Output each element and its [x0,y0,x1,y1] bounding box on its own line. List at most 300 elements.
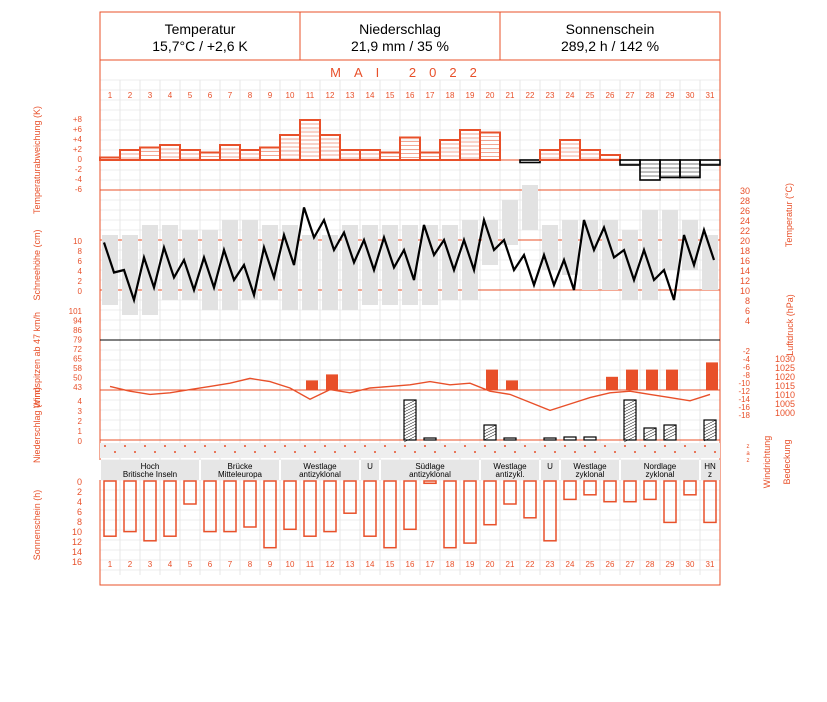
pressure-offset-ytick: -8 [742,371,750,380]
deviation-ytick: 0 [77,155,82,164]
day-label-top: 28 [645,91,655,100]
wind-ytick: 50 [73,373,82,383]
wind-dir-dot [584,445,586,447]
precip-hatch [624,424,636,430]
day-label-top: 2 [127,91,133,100]
day-label-top: 8 [247,91,253,100]
wind-dir-dot [534,451,536,453]
day-label-bottom: 5 [187,560,193,569]
wind-dir-dot [464,445,466,447]
day-label-top: 19 [465,91,475,100]
snow-ytick: 8 [77,247,82,256]
temp-range-band [522,185,538,230]
wind-dir-dot [674,451,676,453]
precip-hatch [404,403,416,409]
deviation-bar [580,150,600,160]
sunshine-ytick: 8 [76,517,82,527]
pressure-ytick: 1000 [774,408,795,418]
deviation-ytick: +4 [72,135,82,144]
wind-dir-dot [434,451,436,453]
weather-type-label: Britische Inseln [122,470,178,479]
deviation-ytick: -2 [74,165,82,174]
precip-hatch [404,430,416,436]
day-label-top: 12 [325,91,335,100]
deviation-bar [100,158,120,161]
precip-hatch [624,400,636,406]
pressure-offset-ytick: -2 [742,347,750,356]
wind-dir-dot [574,451,576,453]
day-label-bottom: 13 [345,560,355,569]
deviation-ytick: +2 [72,145,82,154]
pressure-offset-ytick: -6 [742,363,750,372]
wind-dir-dot [484,445,486,447]
day-label-bottom: 8 [247,560,253,569]
deviation-bar [520,160,540,163]
weather-type-label: antizyklonal [409,470,451,479]
wind-dir-dot [164,445,166,447]
day-label-bottom: 23 [545,560,555,569]
precip-hatch [404,412,416,418]
wind-dir-dot [344,445,346,447]
precip-ytick: 0 [77,437,82,446]
sunshine-bar [424,481,436,483]
weather-type-label: U [547,462,553,471]
day-label-bottom: 11 [305,560,315,569]
header-precipitation [300,12,500,60]
wind-ytick: 79 [73,335,82,345]
wind-gust-bar [646,370,658,390]
pressure-ytick: 1010 [774,390,795,400]
wind-gust-bar [706,362,718,390]
wind-dir-dot [474,451,476,453]
day-label-bottom: 20 [485,560,495,569]
day-label-top: 10 [285,91,295,100]
day-label-bottom: 22 [525,560,535,569]
precip-hatch [404,421,416,427]
precip-ytick: 4 [77,397,82,406]
temp-ytick: 22 [739,226,750,236]
precip-hatch [624,418,636,424]
wind-gust-bar [506,380,518,390]
wind-dir-dot [634,451,636,453]
day-label-bottom: 30 [685,560,695,569]
deviation-bar [460,130,480,160]
sunshine-bar [504,481,516,504]
day-label-top: 30 [685,91,695,100]
weather-type-label: antizyklonal [299,470,341,479]
day-label-top: 21 [505,91,515,100]
wind-ytick: 65 [73,354,82,364]
deviation-bar [140,148,160,161]
wind-dir-dot [504,445,506,447]
day-label-top: 27 [625,91,635,100]
precip-ytick: 2 [77,417,82,426]
temp-ytick: 24 [739,216,750,226]
header-precipitation-title: Niederschlag [359,21,441,37]
weather-type-label: Mitteleuropa [217,470,263,479]
day-label-top: 25 [585,91,595,100]
wind-gust-bar [306,380,318,390]
sunshine-ytick: 2 [76,487,82,497]
precip-hatch [624,436,636,442]
temp-ylabel: Temperatur (°C) [784,182,794,248]
wind-dir-dot [134,451,136,453]
day-label-bottom: 3 [147,560,153,569]
deviation-ytick: -4 [74,175,82,184]
wind-dir-dot [154,451,156,453]
snow-ytick: 6 [77,257,82,266]
wind-dir-dot [364,445,366,447]
day-label-top: 18 [445,91,455,100]
temp-ytick: 6 [744,306,750,316]
day-label-bottom: 6 [207,560,213,569]
wind-ytick: 72 [73,345,82,354]
wind-dir-dot [354,451,356,453]
day-label-top: 4 [167,91,173,100]
wind-dir-dot [124,445,126,447]
pressure-ytick: 1005 [774,399,795,409]
wind-dir-dot [494,451,496,453]
precip-hatch [624,412,636,418]
sunshine-bar [524,481,536,518]
wind-dir-dot [384,445,386,447]
day-label-top: 13 [345,91,355,100]
precip-hatch [704,432,716,438]
weather-type-label: Nordlage [643,462,677,471]
temp-ytick: 18 [739,246,750,256]
temp-ytick: 16 [739,256,750,266]
precip-hatch [404,400,416,406]
sunshine-bar [164,481,176,536]
temp-range-band [302,235,318,310]
wind-dir-dot [404,445,406,447]
wind-dir-dot [184,445,186,447]
precip-hatch [704,420,716,426]
wind-ytick: 86 [73,326,82,335]
sunshine-bar [664,481,676,522]
day-label-top: 1 [107,91,113,100]
weather-type-label: Westlage [493,462,527,471]
day-label-top: 5 [187,91,193,100]
deviation-bar [360,150,380,160]
precip-ytick: 1 [77,427,82,436]
header-temperature-value: 15,7°C / +2,6 K [152,38,248,54]
day-label-top: 23 [545,91,555,100]
temp-range-band [702,235,718,290]
header-temperature [100,12,300,60]
day-label-bottom: 12 [325,560,335,569]
weather-type-label: Südlage [415,462,445,471]
precip-hatch [624,421,636,427]
deviation-bar [240,150,260,160]
pressure-offset-ytick: -14 [738,395,750,404]
day-label-bottom: 4 [167,560,173,569]
wind-dir-dot [604,445,606,447]
wind-ylabel: Windspitzen ab 47 km/h [32,311,42,409]
wind-gust-bar [666,370,678,390]
snow-ylabel: Schneehöhe (cm) [32,229,42,301]
precip-hatch [404,424,416,430]
day-label-top: 16 [405,91,415,100]
wind-dir-dot [264,445,266,447]
day-label-bottom: 14 [365,560,375,569]
day-label-bottom: 9 [267,560,273,569]
precip-hatch [664,428,676,434]
precip-hatch [404,418,416,424]
wind-dir-dot [334,451,336,453]
wind-dir-dot [104,445,106,447]
wind-dir-dot [424,445,426,447]
sunshine-bar [384,481,396,548]
day-label-top: 20 [485,91,495,100]
wind-dir-dot [654,451,656,453]
day-label-bottom: 2 [127,560,133,569]
sunshine-bar [124,481,136,532]
weather-type-label: U [367,462,373,471]
deviation-bar [400,138,420,161]
day-label-top: 6 [207,91,213,100]
wind-dir-dot [274,451,276,453]
sunshine-bar [464,481,476,543]
header-sunshine [500,12,720,60]
snow-ytick: 4 [77,267,82,276]
wind-dir-dot [174,451,176,453]
day-label-bottom: 29 [665,560,675,569]
sunshine-bar [684,481,696,495]
weather-type-label: Hoch [140,462,160,471]
wind-dir-dot [554,451,556,453]
deviation-bar [660,160,680,178]
wind-legend: z [746,444,750,450]
precip-bar [544,438,556,440]
precip-hatch [704,423,716,429]
wind-ytick: 94 [73,316,82,326]
coverage-band [100,443,720,458]
day-label-top: 29 [665,91,675,100]
wind-dir-dot [324,445,326,447]
wind-gust-bar [486,370,498,390]
temp-ytick: 20 [739,236,750,246]
pressure-ylabel: Luftdruck (hPa) [785,294,795,356]
wind-ytick: 101 [68,307,82,316]
precip-bar [584,437,596,440]
precip-bar [664,425,676,440]
header-temperature-title: Temperatur [164,21,236,37]
pressure-offset-ytick: -16 [738,403,750,412]
snow-ytick: 0 [77,287,82,296]
wind-dir-dot [314,451,316,453]
wind-dir-dot [224,445,226,447]
wind-gust-bar [606,377,618,390]
sunshine-ytick: 14 [71,547,82,557]
pressure-ytick: 1025 [774,363,795,373]
sunshine-bar [484,481,496,525]
wind-dir-dot [644,445,646,447]
wind-dir-dot [544,445,546,447]
precip-hatch [484,428,496,434]
precip-hatch [644,434,656,440]
wind-direction-label: Windrichtung [762,435,772,489]
weather-type-label: antizykl. [495,470,525,479]
precip-hatch [484,434,496,440]
wind-dir-dot [194,451,196,453]
temp-range-band [582,220,598,290]
pressure-ytick: 1015 [774,381,795,391]
header-sunshine-title: Sonnenschein [565,21,655,37]
pressure-offset-ytick: -12 [738,387,750,396]
day-label-bottom: 24 [565,560,575,569]
wind-dir-dot [704,445,706,447]
sunshine-bar [404,481,416,529]
precip-hatch [704,426,716,432]
deviation-bar [340,150,360,160]
day-label-bottom: 31 [705,560,715,569]
wind-dir-dot [234,451,236,453]
temp-range-band [542,225,558,270]
weather-type-label: HN [704,462,716,471]
temp-ytick: 14 [739,266,750,276]
wind-dir-dot [624,445,626,447]
temp-ytick: 28 [739,196,750,206]
snow-ytick: 2 [77,277,82,286]
day-label-bottom: 19 [465,560,475,569]
sunshine-bar [184,481,196,504]
day-label-top: 3 [147,91,153,100]
day-label-top: 22 [525,91,535,100]
temp-range-band [142,225,158,315]
deviation-bar [680,160,700,178]
precip-hatch [644,431,656,437]
sunshine-bar [204,481,216,532]
wind-dir-dot [294,451,296,453]
wind-gust-bar [626,370,638,390]
sunshine-bar [344,481,356,513]
pressure-ytick: 1020 [774,372,795,382]
day-label-top: 31 [705,91,715,100]
wind-dir-dot [564,445,566,447]
sunshine-ytick: 10 [71,527,82,537]
day-label-bottom: 7 [227,560,233,569]
pressure-offset-ytick: -4 [742,355,750,364]
deviation-ylabel: Temperaturabweichung (K) [32,105,42,215]
day-label-top: 14 [365,91,375,100]
wind-dir-dot [284,445,286,447]
wind-dir-dot [524,445,526,447]
temp-ytick: 8 [744,296,750,306]
wind-dir-dot [444,445,446,447]
month-title: MAI 2022 [330,65,490,80]
precip-ylabel: Niederschlag (mm) [32,386,42,464]
weather-type-label: Brücke [227,462,253,471]
wind-dir-dot [114,451,116,453]
precip-hatch [624,430,636,436]
coverage-label: Bedeckung [782,439,792,485]
sunshine-bar [264,481,276,548]
day-label-bottom: 27 [625,560,635,569]
deviation-ytick: +6 [72,125,82,134]
temp-range-band [482,220,498,265]
temp-range-band [662,210,678,270]
sunshine-bar [284,481,296,529]
temp-range-band [342,225,358,310]
wind-legend: z [746,458,750,464]
deviation-ytick: +8 [72,115,82,124]
wind-legend: a [746,451,750,457]
precip-bar [564,437,576,440]
sunshine-bar [364,481,376,536]
temp-range-band [422,225,438,305]
precip-ytick: 3 [77,407,82,416]
day-label-top: 7 [227,91,233,100]
wind-dir-dot [204,445,206,447]
pressure-offset-ytick: -18 [738,411,750,420]
wind-dir-dot [594,451,596,453]
precip-hatch [624,406,636,412]
day-label-top: 26 [605,91,615,100]
pressure-offset-ytick: -10 [738,379,750,388]
temp-range-band [642,210,658,300]
wind-dir-dot [374,451,376,453]
sunshine-bar [304,481,316,536]
weather-type-label: Westlage [303,462,337,471]
wind-ytick: 43 [73,383,82,392]
deviation-ytick: -6 [74,185,82,194]
sunshine-bar [444,481,456,548]
weather-type-label: zyklonal [575,470,605,479]
weather-type-label: zyklonal [645,470,675,479]
temp-range-band [202,230,218,310]
sunshine-bar [104,481,116,536]
precip-hatch [644,428,656,434]
precip-bar [424,438,436,440]
sunshine-ytick: 12 [71,537,82,547]
precip-bar [484,425,496,440]
header-precipitation-value: 21,9 mm / 35 % [350,38,450,54]
sunshine-bar [704,481,716,522]
wind-dir-dot [144,445,146,447]
deviation-bar [260,148,280,161]
wind-dir-dot [414,451,416,453]
day-label-bottom: 10 [285,560,295,569]
wind-dir-dot [684,445,686,447]
precip-hatch [624,403,636,409]
sunshine-ytick: 16 [71,557,82,567]
precip-hatch [484,431,496,437]
temp-range-band [122,235,138,315]
wind-dir-dot [514,451,516,453]
day-label-bottom: 17 [425,560,435,569]
precip-hatch [664,434,676,440]
sunshine-bar [224,481,236,532]
deviation-bar [160,145,180,160]
temp-range-band [562,220,578,275]
precip-hatch [404,436,416,442]
day-label-top: 17 [425,91,435,100]
precip-hatch [624,433,636,439]
wind-dir-dot [694,451,696,453]
wind-gust-bar [326,374,338,390]
temp-range-band [182,230,198,300]
deviation-bar [540,150,560,160]
deviation-bar [120,150,140,160]
day-label-top: 24 [565,91,575,100]
temp-ytick: 4 [744,316,750,326]
sunshine-bar [584,481,596,495]
weather-type-label: Westlage [573,462,607,471]
day-label-top: 9 [267,91,273,100]
day-label-bottom: 21 [505,560,515,569]
day-label-bottom: 18 [445,560,455,569]
